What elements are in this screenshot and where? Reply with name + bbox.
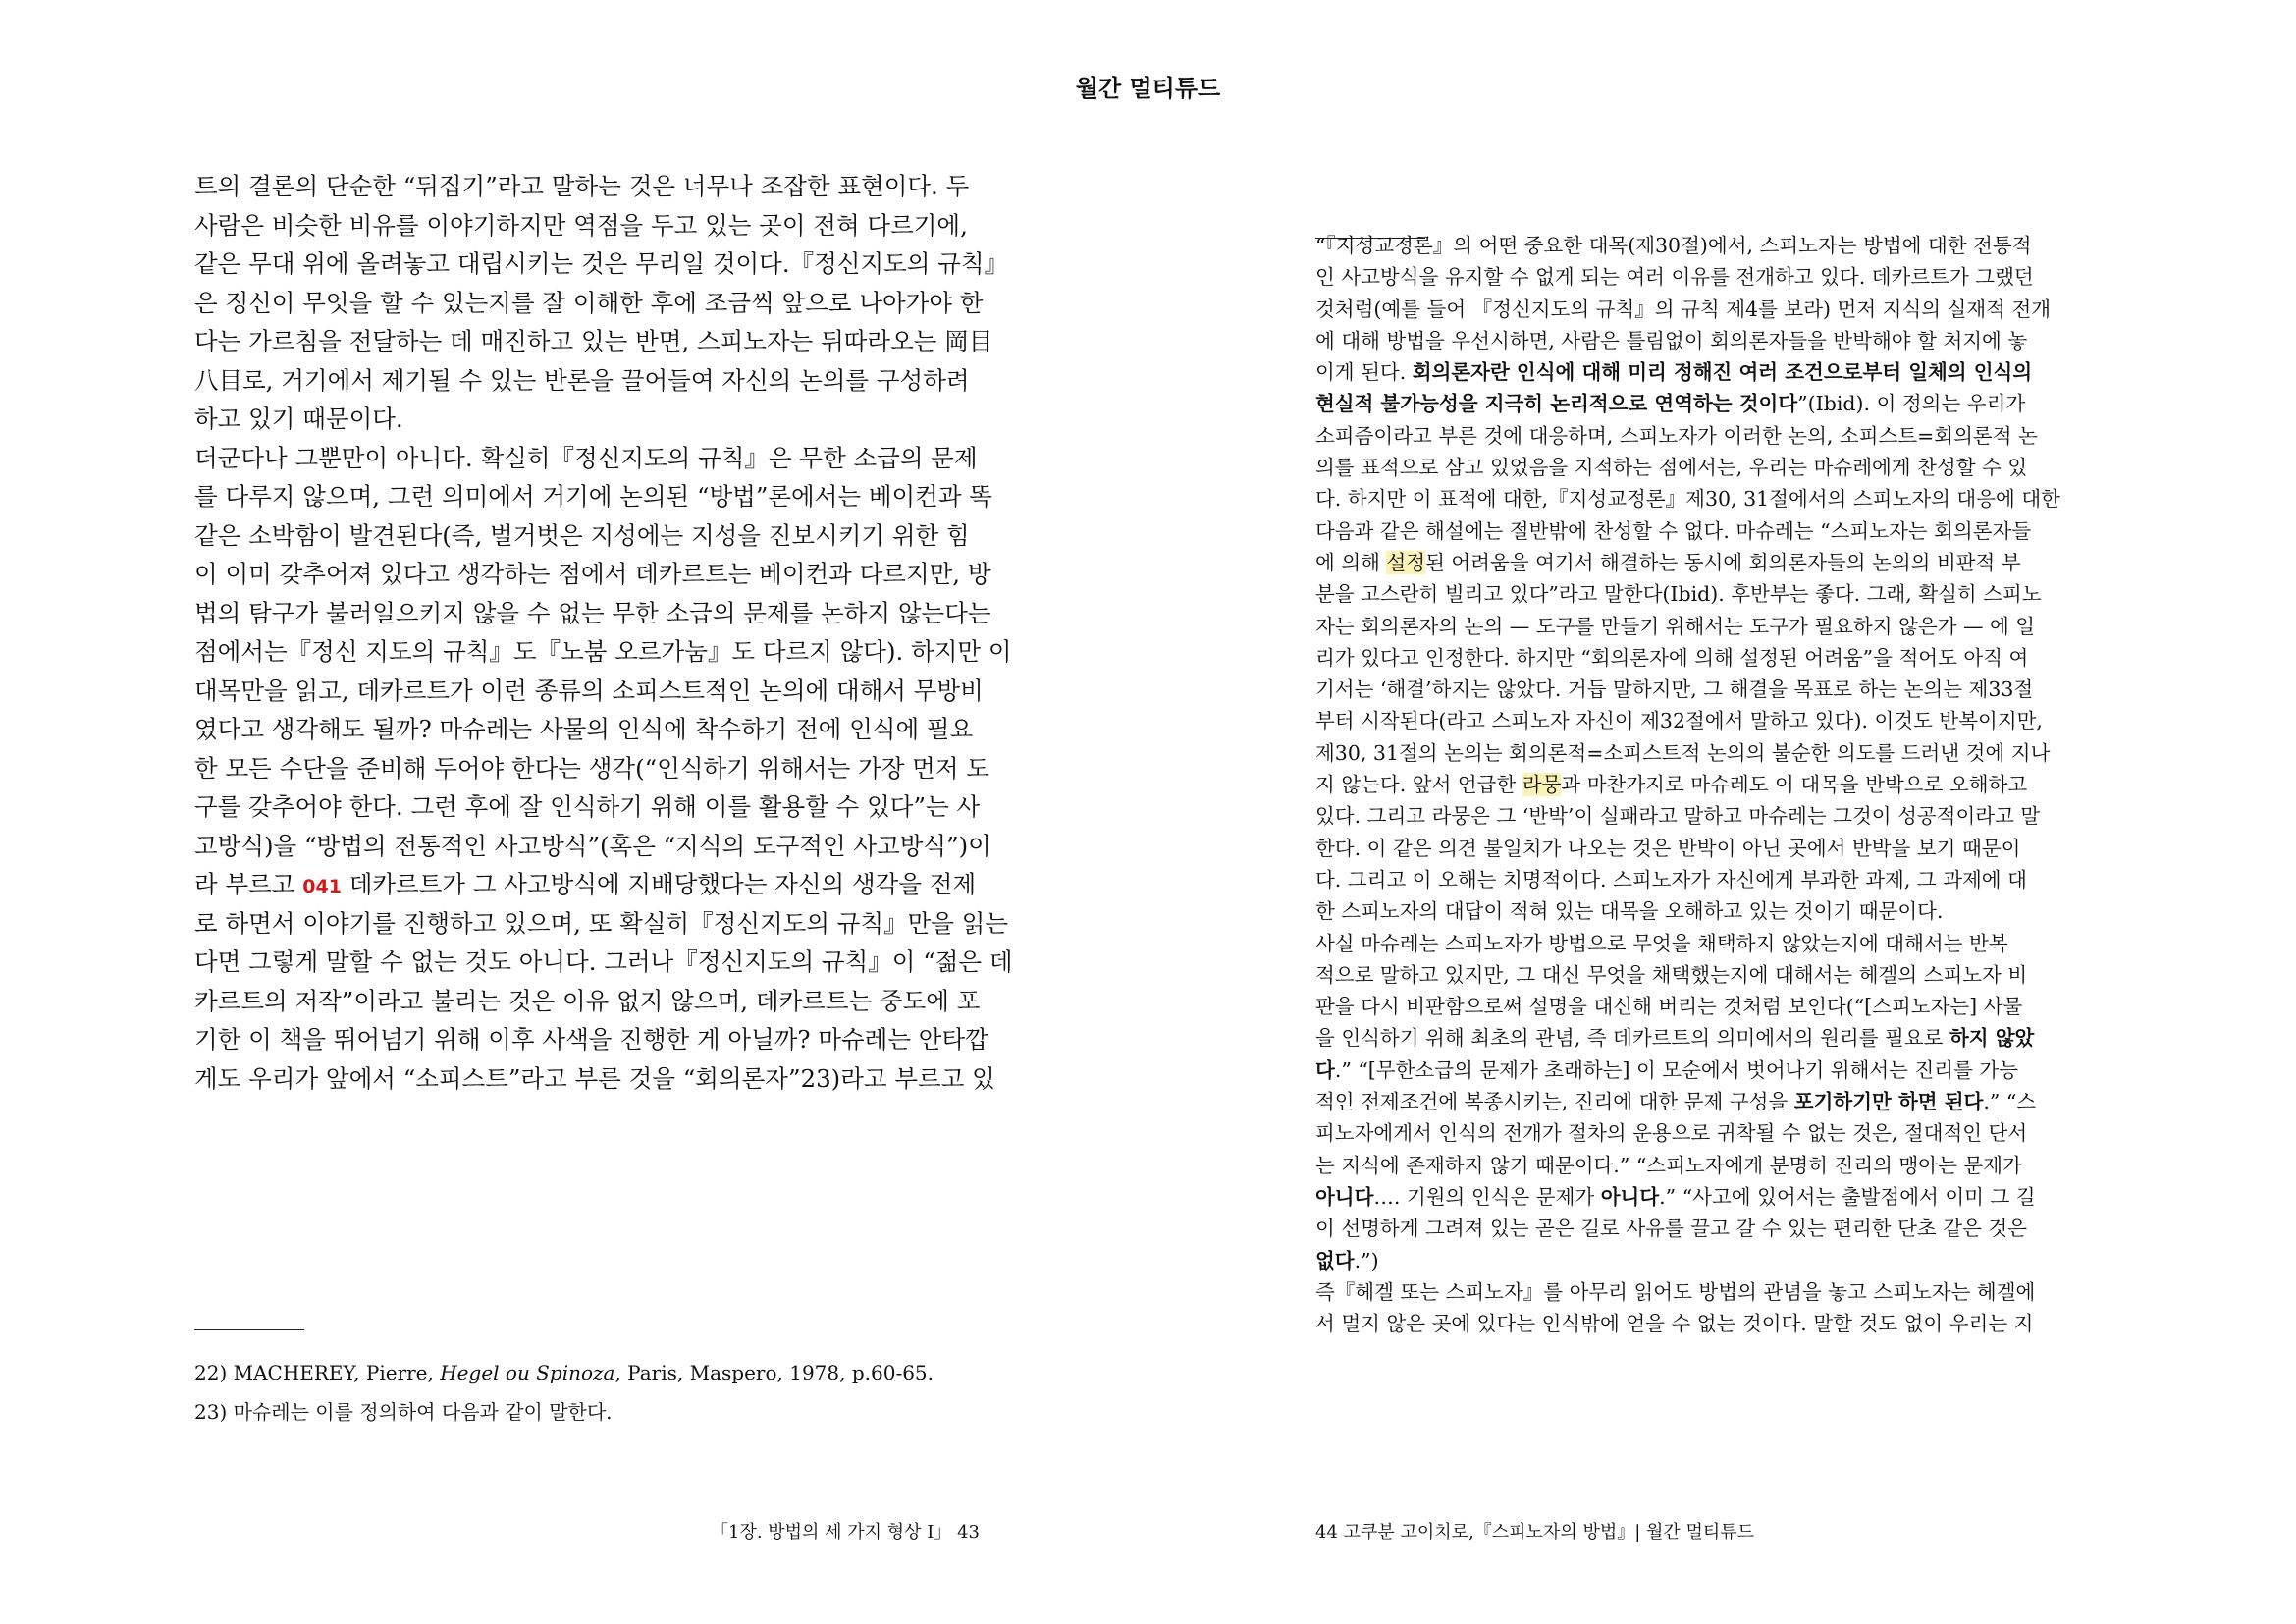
footnote bbox=[194, 1353, 964, 1392]
text-segment: 다. 그리고 이 오해는 치명적이다. 스피노자가 자신에게 부과한 과제, 그 과제에 대 bbox=[1315, 867, 2027, 892]
text-segment: 라 부르고 bbox=[194, 870, 303, 898]
text-segment: 된 어려움을 여기서 해결하는 동시에 회의론자들의 논의의 비판적 부 bbox=[1425, 550, 2021, 574]
text-line: 대목만을 읽고, 데카르트가 이런 종류의 소피스트적인 논의에 대해서 무방비 bbox=[194, 676, 984, 705]
text-line bbox=[1315, 325, 2087, 356]
text-segment: 적인 전제조건에 복종시키는, 진리에 대한 문제 구성을 bbox=[1315, 1090, 1794, 1114]
text-line bbox=[1315, 991, 2087, 1022]
text-segment: 사실 마슈레는 스피노자가 방법으로 무엇을 채택하지 않았는지에 대해서는 반복 bbox=[1315, 931, 2008, 955]
text-segment: 부터 시작된다(라고 스피노자 자신이 제32절에서 말하고 있다). 이것도 반복이지만, bbox=[1315, 709, 2043, 733]
text-line: 한 모든 수단을 준비해 두어야 한다는 생각(“인식하기 위해서는 가장 먼저 도 bbox=[194, 753, 989, 783]
text-line bbox=[1315, 1055, 2087, 1086]
text-segment: “『지성교정론』의 어떤 중요한 대목(제30절)에서, 스피노자는 방법에 대한 전통적 bbox=[1315, 234, 2032, 257]
text-segment: 적으로 말하고 있지만, 그 대신 무엇을 채택했는지에 대해서는 헤겔의 스피노자 비 bbox=[1315, 962, 2028, 987]
text-segment: 데카르트가 그 사고방식에 지배당했다는 자신의 생각을 전제 bbox=[341, 870, 977, 898]
margin-page-marker: 041 bbox=[302, 876, 342, 897]
text-segment: 의를 표적으로 삼고 있었음을 지적하는 점에서는, 우리는 마슈레에게 찬성할 수 있 bbox=[1315, 456, 2028, 480]
left-page-body bbox=[194, 167, 1013, 1098]
text-segment: 다. 하지만 이 표적에 대한,『지성교정론』제30, 31절에서의 스피노자의 대응에 대한 bbox=[1315, 487, 2060, 512]
text-line: 법의 탐구가 불러일으키지 않을 수 없는 무한 소급의 문제를 논하지 않는다는 bbox=[194, 598, 991, 627]
text-segment: ”(Ibid). 이 정의는 우리가 bbox=[1797, 392, 2026, 416]
text-segment: 인 사고방식을 유지할 수 없게 되는 여러 이유를 전개하고 있다. 데카르트가 그랬던 bbox=[1315, 265, 2034, 290]
text-segment: 있다. 그리고 라뭉은 그 ‘반박’이 실패라고 말하고 마슈레는 그것이 성공적이라고 말 bbox=[1315, 804, 2041, 829]
text-line: 게도 우리가 앞에서 “소피스트”라고 부른 것을 “회의론자”23)라고 부르고 있 bbox=[194, 1063, 995, 1093]
text-segment: 에 대해 방법을 우선시하면, 사람은 틀림없이 회의론자들을 반박해야 할 처지에 놓 bbox=[1315, 328, 2028, 352]
text-line bbox=[1315, 642, 2087, 674]
text-line bbox=[1315, 895, 2087, 927]
text-line bbox=[1315, 928, 2087, 959]
text-line bbox=[1315, 1213, 2087, 1244]
right-page-body bbox=[1315, 230, 2087, 1339]
text-segment: 다음과 같은 해설에는 절반밖에 찬성할 수 없다. 마슈레는 “스피노자는 회의론자들 bbox=[1315, 518, 2032, 543]
footnotes bbox=[194, 1353, 964, 1432]
text-line bbox=[1315, 959, 2087, 991]
text-line: 점에서는『정신 지도의 규칙』도『노붐 오르가눔』도 다르지 않다). 하지만 이 bbox=[194, 637, 1012, 666]
text-segment: 기서는 ‘해결’하지는 않았다. 거듭 말하지만, 그 해결을 목표로 하는 논의는 제33절 bbox=[1315, 677, 2034, 702]
text-segment: .”) bbox=[1354, 1248, 1379, 1272]
text-line bbox=[1315, 1117, 2087, 1149]
text-line: 八目로, 거기에서 제기될 수 있는 반론을 끌어들여 자신의 논의를 구성하려 bbox=[194, 365, 970, 395]
footnote-text: , Paris, Maspero, 1978, p.60-65. bbox=[614, 1361, 934, 1384]
text-line: 를 다루지 않으며, 그런 의미에서 거기에 논의된 “방법”론에서는 베이컨과 똑 bbox=[194, 482, 992, 511]
text-line bbox=[1315, 705, 2087, 736]
text-segment: 리가 있다고 인정한다. 하지만 “회의론자에 의해 설정된 어려움”을 적어도 아직 여 bbox=[1315, 645, 2029, 670]
bold-text: 아니다 bbox=[1600, 1184, 1660, 1209]
text-line bbox=[1315, 674, 2087, 705]
text-segment: 제30, 31절의 논의는 회의론적=소피스트적 논의의 불순한 의도를 드러낸 것에 지나 bbox=[1315, 740, 2051, 765]
left-page-folio: 「1장. 방법의 세 가지 형상 I」 43 bbox=[711, 1522, 981, 1543]
bold-text: 회의론자란 인식에 대해 미리 정해진 여러 조건으로부터 일체의 인식의 bbox=[1412, 360, 2033, 385]
footnote-title: Hegel ou Spinoza bbox=[440, 1361, 615, 1384]
bold-text: 현실적 불가능성을 지극히 논리적으로 연역하는 것이다 bbox=[1315, 392, 1798, 416]
bold-text: 없다 bbox=[1315, 1248, 1355, 1272]
right-page-folio: 44 고쿠분 고이치로,『스피노자의 방법』| 월간 멀티튜드 bbox=[1315, 1522, 1755, 1543]
footnote-text: 23) 마슈레는 이를 정의하여 다음과 같이 말한다. bbox=[194, 1400, 613, 1424]
text-line bbox=[1315, 611, 2087, 642]
text-line: 이 이미 갖추어져 있다고 생각하는 점에서 데카르트는 베이컨과 다르지만, 방 bbox=[194, 560, 991, 588]
footnote-text: 22) MACHEREY, Pierre, bbox=[194, 1361, 441, 1384]
text-line bbox=[1315, 515, 2087, 547]
text-segment: .” “스 bbox=[1983, 1090, 2037, 1114]
text-line bbox=[1315, 230, 2087, 261]
text-line: 고방식)을 “방법의 전통적인 사고방식”(혹은 “지식의 도구적인 사고방식”)이 bbox=[194, 831, 991, 860]
bold-text: 포기하기만 하면 된다 bbox=[1793, 1090, 1984, 1114]
text-segment: 이게 된다. bbox=[1315, 360, 1413, 385]
text-line: 같은 소박함이 발견된다(즉, 벌거벗은 지성에는 지성을 진보시키기 위한 힘 bbox=[194, 520, 970, 550]
text-segment: .” “[무한소급의 문제가 초래하는] 이 모순에서 벗어나기 위해서는 진리를 가능 bbox=[1334, 1057, 2019, 1082]
highlighted-text: 라뭉 bbox=[1522, 773, 1562, 797]
text-line bbox=[1315, 1022, 2087, 1054]
text-line bbox=[1315, 1276, 2087, 1308]
text-line bbox=[1315, 1150, 2087, 1181]
text-line: 더군다나 그뿐만이 아니다. 확실히『정신지도의 규칙』은 무한 소급의 문제 bbox=[194, 443, 978, 472]
text-line bbox=[1315, 769, 2087, 800]
text-line: 다면 그렇게 말할 수 없는 것도 아니다. 그러나『정신지도의 규칙』이 “젊은 데 bbox=[194, 947, 1013, 976]
footnote-rule bbox=[194, 1329, 304, 1330]
text-line bbox=[1315, 1181, 2087, 1213]
text-line: 은 정신이 무엇을 할 수 있는지를 잘 이해한 후에 조금씩 앞으로 나아가야 한 bbox=[194, 288, 984, 317]
footnote bbox=[194, 1392, 964, 1432]
text-line bbox=[1315, 483, 2087, 514]
text-segment: 피노자에게서 인식의 전개가 절차의 운용으로 귀착될 수 없는 것은, 절대적인 단서 bbox=[1315, 1121, 2028, 1146]
text-line bbox=[1315, 294, 2087, 325]
text-segment: 한 스피노자의 대답이 적혀 있는 대목을 오해하고 있는 것이기 때문이다. bbox=[1315, 899, 1944, 924]
text-segment: 한다. 이 같은 의견 불일치가 나오는 것은 반박이 아닌 곳에서 반박을 보기 때문이 bbox=[1315, 836, 2021, 860]
text-line bbox=[1315, 1245, 2087, 1276]
text-line bbox=[1315, 833, 2087, 864]
text-line bbox=[1315, 1308, 2087, 1339]
text-segment: .” “사고에 있어서는 출발점에서 이미 그 길 bbox=[1659, 1184, 2036, 1209]
text-segment: 자는 회의론자의 논의 — 도구를 만들기 위해서는 도구가 필요하지 않은가 — 에 일 bbox=[1315, 614, 2036, 638]
text-line: 기한 이 책을 뛰어넘기 위해 이후 사색을 진행한 게 아닐까? 마슈레는 안타깝 bbox=[194, 1025, 988, 1054]
text-segment: 소피즘이라고 부른 것에 대응하며, 스피노자가 이러한 논의, 소피스트=회의론적 논 bbox=[1315, 423, 2038, 448]
text-line: 하고 있기 때문이다. bbox=[194, 405, 403, 433]
text-line bbox=[1315, 261, 2087, 293]
text-line: 구를 갖추어야 한다. 그런 후에 잘 인식하기 위해 이를 활용할 수 있다”는 사 bbox=[194, 792, 981, 821]
text-line: 였다고 생각해도 될까? 마슈레는 사물의 인식에 착수하기 전에 인식에 필요 bbox=[194, 715, 974, 743]
text-segment: 을 인식하기 위해 최초의 관념, 즉 데카르트의 의미에서의 원리를 필요로 bbox=[1315, 1026, 1949, 1051]
highlighted-text: 설정 bbox=[1386, 550, 1426, 574]
text-segment: …. 기원의 인식은 문제가 bbox=[1373, 1184, 1601, 1209]
text-line bbox=[1315, 737, 2087, 769]
bold-text: 아니다 bbox=[1315, 1184, 1374, 1209]
text-line: 같은 무대 위에 올려놓고 대립시키는 것은 무리일 것이다.『정신지도의 규칙』 bbox=[194, 249, 1009, 278]
text-line bbox=[1315, 420, 2087, 452]
text-line bbox=[1315, 1086, 2087, 1117]
text-segment: 서 멀지 않은 곳에 있다는 인식밖에 얻을 수 없는 것이다. 말할 것도 없이 우리는 지 bbox=[1315, 1312, 2034, 1336]
text-segment: 는 지식에 존재하지 않기 때문이다.” “스피노자에게 분명히 진리의 맹아는 문제가 bbox=[1315, 1153, 2022, 1177]
bold-text: 하지 않았 bbox=[1949, 1026, 2035, 1051]
text-segment: 즉『헤겔 또는 스피노자』를 아무리 읽어도 방법의 관념을 놓고 스피노자는 헤겔에 bbox=[1315, 1279, 2036, 1304]
text-segment: 분을 고스란히 빌리고 있다”라고 말한다(Ibid). 후반부는 좋다. 그래, 확실히 스피노 bbox=[1315, 582, 2042, 607]
text-segment: 과 마찬가지로 마슈레도 이 대목을 반박으로 오해하고 bbox=[1561, 773, 2028, 797]
text-segment: 지 않는다. 앞서 언급한 bbox=[1315, 773, 1522, 797]
text-line: 사람은 비슷한 비유를 이야기하지만 역점을 두고 있는 곳이 전혀 다르기에, bbox=[194, 210, 968, 240]
running-header: 월간 멀티튜드 bbox=[1075, 75, 1221, 102]
text-line bbox=[1315, 578, 2087, 610]
text-segment: 이 선명하게 그려져 있는 곧은 길로 사유를 끌고 갈 수 있는 편리한 단초 같은 것은 bbox=[1315, 1217, 2027, 1241]
text-line: 다는 가르침을 전달하는 데 매진하고 있는 반면, 스피노자는 뒤따라오는 岡目 bbox=[194, 327, 993, 355]
bold-text: 다 bbox=[1315, 1057, 1335, 1082]
text-segment: 판을 다시 비판함으로써 설명을 대신해 버리는 것처럼 보인다(“[스피노자는] 사물 bbox=[1315, 995, 2023, 1019]
text-line bbox=[1315, 864, 2087, 895]
text-line bbox=[1315, 547, 2087, 578]
text-line: 카르트의 저작”이라고 불리는 것은 이유 없지 않으며, 데카르트는 중도에 포 bbox=[194, 986, 981, 1015]
text-line bbox=[1315, 356, 2087, 388]
text-segment: 에 의해 bbox=[1315, 550, 1387, 574]
text-line: 트의 결론의 단순한 “뒤집기”라고 말하는 것은 너무나 조잡한 표현이다. 두 bbox=[194, 172, 970, 200]
text-line bbox=[1315, 452, 2087, 483]
text-line bbox=[194, 865, 977, 904]
text-line bbox=[1315, 388, 2087, 419]
text-line bbox=[1315, 800, 2087, 832]
text-segment: 것처럼(예를 들어 『정신지도의 규칙』의 규칙 제4를 보라) 먼저 지식의 실재적 전개 bbox=[1315, 297, 2052, 321]
text-line: 로 하면서 이야기를 진행하고 있으며, 또 확실히『정신지도의 규칙』만을 읽는 bbox=[194, 908, 1009, 938]
